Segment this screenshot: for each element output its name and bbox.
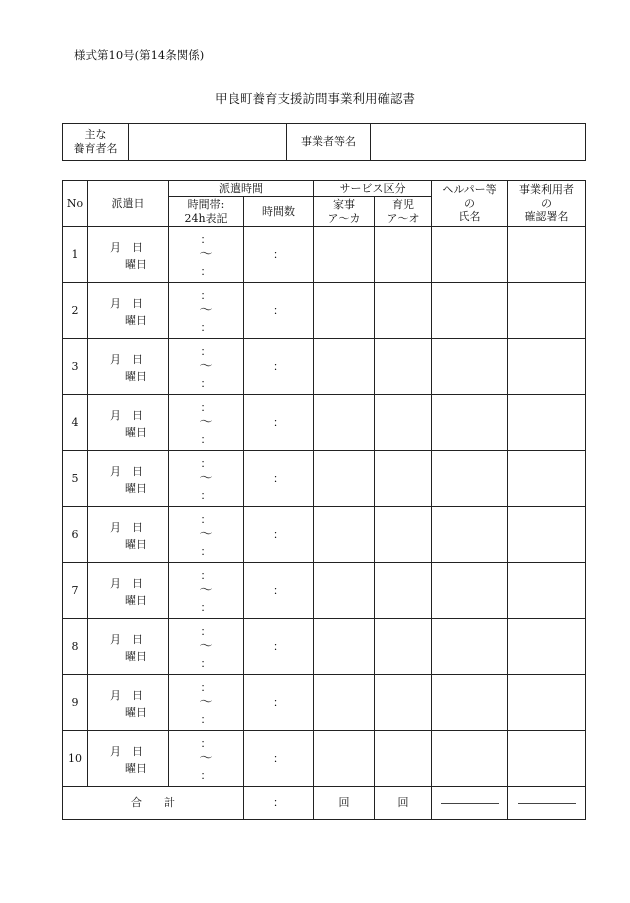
time-end-colon: ：: [200, 769, 212, 782]
col-header-no: No: [63, 181, 88, 227]
month-day-label: 月 日: [110, 521, 143, 534]
month-day-label: 月 日: [110, 409, 143, 422]
weekday-label: 曜日: [125, 314, 147, 327]
time-range-separator: 〜: [199, 415, 213, 430]
time-start-colon: ：: [200, 625, 212, 638]
housework-cell[interactable]: [314, 507, 375, 563]
housework-cell[interactable]: [314, 675, 375, 731]
time-end-colon: ：: [200, 377, 212, 390]
weekday-label: 曜日: [125, 426, 147, 439]
time-range-separator: 〜: [199, 471, 213, 486]
childcare-cell[interactable]: [375, 227, 432, 283]
time-slot-cell[interactable]: [169, 563, 244, 619]
time-slot-cell[interactable]: [169, 283, 244, 339]
hours-cell[interactable]: ：: [244, 283, 314, 339]
time-start-colon: ：: [200, 289, 212, 302]
time-start-colon: ：: [200, 345, 212, 358]
table-row: [63, 395, 586, 451]
guardian-label: [63, 124, 129, 161]
row-number: 9: [63, 675, 88, 731]
weekday-label: 曜日: [125, 594, 147, 607]
row-number: 10: [63, 731, 88, 787]
total-housework-count[interactable]: 回: [314, 787, 375, 820]
time-start-colon: ：: [200, 457, 212, 470]
time-end-colon: ：: [200, 433, 212, 446]
time-end-colon: ：: [200, 265, 212, 278]
helper-name-cell[interactable]: [432, 227, 508, 283]
childcare-line1: 育児: [392, 197, 414, 211]
housework-line2: ア〜カ: [327, 211, 361, 225]
row-number: 2: [63, 283, 88, 339]
time-range-separator: 〜: [199, 583, 213, 598]
helper-name-cell[interactable]: [432, 675, 508, 731]
user-header-line1: 事業利用者: [519, 182, 574, 196]
helper-name-cell[interactable]: [432, 283, 508, 339]
childcare-cell[interactable]: [375, 395, 432, 451]
childcare-cell[interactable]: [375, 675, 432, 731]
month-day-label: 月 日: [110, 297, 143, 310]
time-range-separator: 〜: [199, 359, 213, 374]
table-row: [63, 339, 586, 395]
hours-cell[interactable]: ：: [244, 339, 314, 395]
user-signature-cell[interactable]: [508, 731, 586, 787]
dispatch-date-cell[interactable]: [88, 507, 169, 563]
row-number: 5: [63, 451, 88, 507]
month-day-label: 月 日: [110, 577, 143, 590]
guardian-label-line1: 主な: [84, 128, 107, 142]
month-day-label: 月 日: [110, 633, 143, 646]
total-user-dash-cell: [508, 787, 586, 820]
weekday-label: 曜日: [125, 482, 147, 495]
housework-cell[interactable]: [314, 563, 375, 619]
user-signature-cell[interactable]: [508, 675, 586, 731]
housework-cell[interactable]: [314, 731, 375, 787]
table-row: [63, 675, 586, 731]
time-slot-cell[interactable]: [169, 507, 244, 563]
hours-cell[interactable]: ：: [244, 731, 314, 787]
time-slot-cell[interactable]: [169, 395, 244, 451]
helper-name-cell[interactable]: [432, 731, 508, 787]
time-end-colon: ：: [200, 601, 212, 614]
dispatch-date-cell[interactable]: [88, 731, 169, 787]
childcare-cell[interactable]: [375, 283, 432, 339]
time-slot-cell[interactable]: [169, 227, 244, 283]
housework-cell[interactable]: [314, 227, 375, 283]
hours-cell[interactable]: ：: [244, 451, 314, 507]
table-row: [63, 731, 586, 787]
dash-line: [441, 803, 499, 804]
col-header-childcare: [375, 197, 432, 227]
row-number: 8: [63, 619, 88, 675]
time-range-separator: 〜: [199, 695, 213, 710]
weekday-label: 曜日: [125, 538, 147, 551]
user-signature-cell[interactable]: [508, 619, 586, 675]
month-day-label: 月 日: [110, 241, 143, 254]
time-slot-cell[interactable]: [169, 339, 244, 395]
month-day-label: 月 日: [110, 689, 143, 702]
user-header-line3: 確認署名: [524, 210, 569, 224]
time-end-colon: ：: [200, 657, 212, 670]
user-header-line2: の: [541, 196, 552, 210]
time-start-colon: ：: [200, 569, 212, 582]
helper-name-cell[interactable]: [432, 619, 508, 675]
childcare-cell[interactable]: [375, 339, 432, 395]
table-row: [63, 563, 586, 619]
childcare-cell[interactable]: [375, 731, 432, 787]
provider-label: 事業者等名: [287, 124, 371, 161]
housework-cell[interactable]: [314, 451, 375, 507]
dispatch-date-cell[interactable]: [88, 563, 169, 619]
total-childcare-count[interactable]: 回: [375, 787, 432, 820]
col-header-dispatch-time: 派遣時間: [169, 181, 314, 197]
user-signature-cell[interactable]: [508, 563, 586, 619]
guardian-name-field[interactable]: [129, 124, 287, 161]
time-slot-cell[interactable]: [169, 451, 244, 507]
childcare-line2: ア〜オ: [386, 211, 420, 225]
dispatch-date-cell[interactable]: [88, 675, 169, 731]
col-header-housework: [314, 197, 375, 227]
helper-name-cell[interactable]: [432, 395, 508, 451]
total-label: 合 計: [63, 787, 244, 820]
time-end-colon: ：: [200, 321, 212, 334]
housework-cell[interactable]: [314, 395, 375, 451]
col-header-time-slot: [169, 197, 244, 227]
col-header-service-category: サービス区分: [314, 181, 432, 197]
time-slot-cell[interactable]: [169, 731, 244, 787]
housework-cell[interactable]: [314, 283, 375, 339]
row-number: 1: [63, 227, 88, 283]
helper-name-cell[interactable]: [432, 563, 508, 619]
dispatch-date-cell[interactable]: [88, 283, 169, 339]
hours-cell[interactable]: ：: [244, 507, 314, 563]
row-number: 3: [63, 339, 88, 395]
hours-cell[interactable]: ：: [244, 227, 314, 283]
time-range-separator: 〜: [199, 639, 213, 654]
hours-cell[interactable]: ：: [244, 675, 314, 731]
hours-cell[interactable]: ：: [244, 395, 314, 451]
total-helper-dash-cell: [432, 787, 508, 820]
time-range-separator: 〜: [199, 751, 213, 766]
childcare-cell[interactable]: [375, 619, 432, 675]
row-number: 7: [63, 563, 88, 619]
time-range-separator: 〜: [199, 303, 213, 318]
table-row: [63, 619, 586, 675]
time-start-colon: ：: [200, 737, 212, 750]
weekday-label: 曜日: [125, 762, 147, 775]
total-hours-cell[interactable]: ：: [244, 787, 314, 820]
user-signature-cell[interactable]: [508, 395, 586, 451]
time-start-colon: ：: [200, 681, 212, 694]
table-row: [63, 227, 586, 283]
user-signature-cell[interactable]: [508, 339, 586, 395]
hours-cell[interactable]: ：: [244, 563, 314, 619]
time-slot-line1: 時間帯:: [187, 197, 225, 211]
helper-name-cell[interactable]: [432, 507, 508, 563]
dispatch-date-cell[interactable]: [88, 619, 169, 675]
childcare-cell[interactable]: [375, 563, 432, 619]
helper-header-line3: 氏名: [458, 210, 481, 224]
weekday-label: 曜日: [125, 370, 147, 383]
user-signature-cell[interactable]: [508, 283, 586, 339]
time-slot-cell[interactable]: [169, 619, 244, 675]
weekday-label: 曜日: [125, 258, 147, 271]
helper-name-cell[interactable]: [432, 339, 508, 395]
month-day-label: 月 日: [110, 745, 143, 758]
housework-line1: 家事: [333, 197, 355, 211]
col-header-dispatch-date: 派遣日: [88, 181, 169, 227]
table-row: [63, 507, 586, 563]
total-row: [63, 787, 586, 820]
header-info-table: [62, 123, 586, 161]
weekday-label: 曜日: [125, 650, 147, 663]
helper-header-line1: ヘルパー等: [442, 182, 497, 196]
helper-name-cell[interactable]: [432, 451, 508, 507]
weekday-label: 曜日: [125, 706, 147, 719]
time-start-colon: ：: [200, 513, 212, 526]
document-title: 甲良町養育支援訪問事業利用確認書: [214, 91, 415, 106]
user-signature-cell[interactable]: [508, 507, 586, 563]
dispatch-date-cell[interactable]: [88, 227, 169, 283]
visit-record-table: [62, 180, 586, 820]
col-header-user-signature: [508, 181, 586, 227]
time-start-colon: ：: [200, 401, 212, 414]
time-slot-line2: 24h表記: [184, 211, 228, 225]
time-slot-cell[interactable]: [169, 675, 244, 731]
dispatch-date-cell[interactable]: [88, 339, 169, 395]
childcare-cell[interactable]: [375, 451, 432, 507]
time-start-colon: ：: [200, 233, 212, 246]
provider-name-field[interactable]: [371, 124, 586, 161]
dispatch-date-cell[interactable]: [88, 395, 169, 451]
time-end-colon: ：: [200, 545, 212, 558]
table-row: [63, 451, 586, 507]
housework-cell[interactable]: [314, 339, 375, 395]
housework-cell[interactable]: [314, 619, 375, 675]
time-range-separator: 〜: [199, 527, 213, 542]
hours-cell[interactable]: ：: [244, 619, 314, 675]
form-number-label: 様式第10号(第14条関係): [74, 48, 205, 62]
time-end-colon: ：: [200, 713, 212, 726]
row-number: 4: [63, 395, 88, 451]
helper-header-line2: の: [464, 196, 475, 210]
time-end-colon: ：: [200, 489, 212, 502]
month-day-label: 月 日: [110, 465, 143, 478]
dispatch-date-cell[interactable]: [88, 451, 169, 507]
table-row: [63, 283, 586, 339]
col-header-hours: 時間数: [244, 197, 314, 227]
user-signature-cell[interactable]: [508, 227, 586, 283]
time-range-separator: 〜: [199, 247, 213, 262]
user-signature-cell[interactable]: [508, 451, 586, 507]
row-number: 6: [63, 507, 88, 563]
dash-line: [518, 803, 576, 804]
month-day-label: 月 日: [110, 353, 143, 366]
guardian-label-line2: 養育者名: [73, 142, 118, 155]
col-header-helper-name: [432, 181, 508, 227]
childcare-cell[interactable]: [375, 507, 432, 563]
